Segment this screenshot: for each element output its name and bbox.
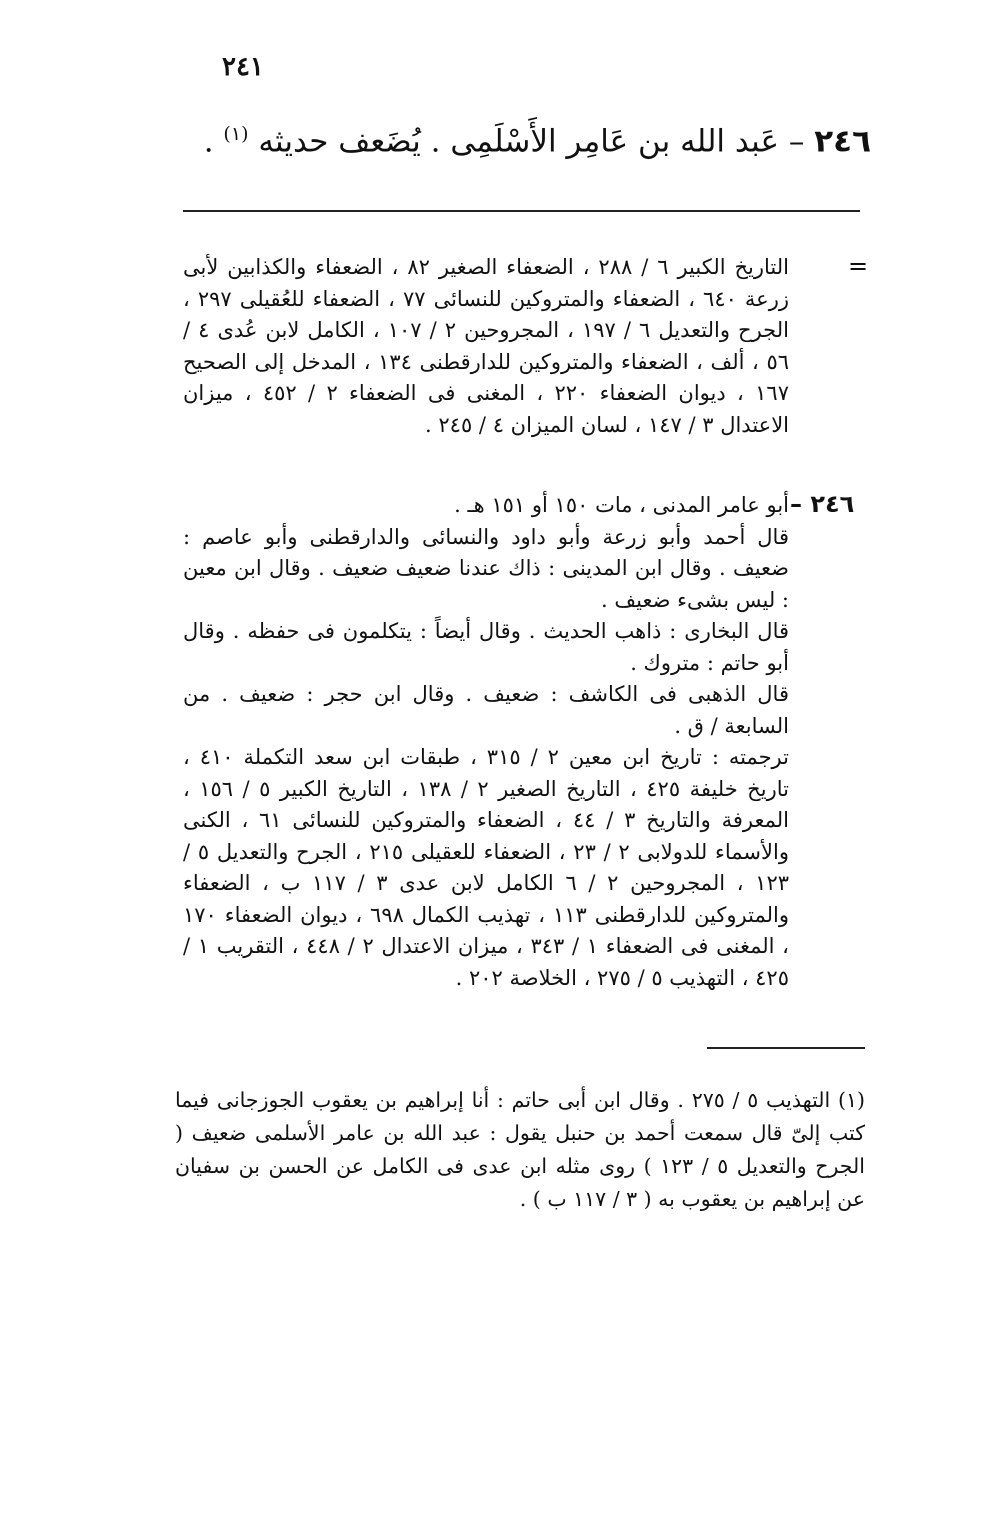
sources-block [183,252,789,441]
entry-footnote-ref: (١) [223,123,249,145]
footnote-block [175,1084,865,1216]
bio-paragraph: أبو عامر المدنى ، مات ١٥٠ أو ١٥١ هـ . [454,493,789,517]
page-number: ٢٤١ [222,52,264,82]
sources-text: التاريخ الكبير ٦ / ٢٨٨ ، الضعفاء الصغير ٨٢ ، الضعفاء والكذابين لأبى زرعة ٦٤٠ ، الضعفاء والمتروكين للنسائى ٧٧ ، الضعفاء للعُقيلى ٢٩٧ ، الجرح والتعديل ٦ / ١٩٧ ، المجروحين ٢ / ١٠٧ ، الكامل لابن عُدى ٤ / ٥٦ ، ألف ، الضعفاء والمتروكين للدارقطنى ١٣٤ ، المدخل إلى الصحيح ١٦٧ ، ديوان الضعفاء ٢٢٠ ، المغنى فى الضعفاء ٢ / ٤٥٢ ، ميزان الاعتدال ٣ / ١٤٧ ، لسان الميزان ٤ / ٢٤٥ . [183,255,789,437]
entry-end: . [203,123,224,160]
entry-dash: – [779,123,815,160]
entry-title: عَبد الله بن عَامِر الأَسْلَمِى . يُضَعف حديثه [258,123,780,160]
bio-paragraph: قال الذهبى فى الكاشف : ضعيف . وقال ابن حجر : ضعيف . من السابعة / ق . [183,682,789,738]
bio-paragraph: قال أحمد وأبو زرعة وأبو داود والنسائى والدارقطنى وأبو عاصم : ضعيف . وقال ابن المدينى : ذاك عندنا ضعيف ضعيف . وقال ابن معين : ليس بشىء ضعيف . [183,524,789,612]
entry-heading [111,112,871,163]
top-rule [183,210,860,212]
bio-number: ٢٤٦ – [790,490,855,518]
sources-marker: = [848,252,869,280]
entry-number: ٢٤٦ [814,123,871,160]
footnote-text: (١) التهذيب ٥ / ٢٧٥ . وقال ابن أبى حاتم : أنا إبراهيم بن يعقوب الجوزجانى فيما كتب إلىّ قال سمعت أحمد بن حنبل يقول : عبد الله بن عامر الأسلمى ضعيف ( الجرح والتعديل ٥ / ١٢٣ ) روى مثله ابن عدى فى الكامل عن الحسن بن سفيان عن إبراهيم بن يعقوب به ( ٣ / ١١٧ ب ) . [175,1088,865,1211]
footnote-rule [707,1047,865,1049]
bio-paragraph: ترجمته : تاريخ ابن معين ٢ / ٣١٥ ، طبقات ابن سعد التكملة ٤١٠ ، تاريخ خليفة ٤٢٥ ، التاريخ الصغير ٢ / ١٣٨ ، التاريخ الكبير ٥ / ١٥٦ ، المعرفة والتاريخ ٣ / ٤٤ ، الضعفاء والمتروكين للنسائى ٦١ ، الكنى والأسماء للدولابى ٢ / ٢٣ ، الضعفاء للعقيلى ٢١٥ ، الجرح والتعديل ٥ / ١٢٣ ، المجروحين ٢ / ٦ الكامل لابن عدى ٣ / ١١٧ ب ، الضعفاء والمتروكين للدارقطنى ١١٣ ، تهذيب الكمال ٦٩٨ ، ديوان الضعفاء ١٧٠ ، المغنى فى الضعفاء ١ / ٣٤٣ ، ميزان الاعتدال ٢ / ٤٤٨ ، التقريب ١ / ٤٢٥ ، التهذيب ٥ / ٢٧٥ ، الخلاصة ٢٠٢ . [183,745,790,990]
bio-paragraph: قال البخارى : ذاهب الحديث . وقال أيضاً : يتكلمون فى حفظه . وقال أبو حاتم : متروك . [183,619,790,675]
bio-block [183,490,789,994]
